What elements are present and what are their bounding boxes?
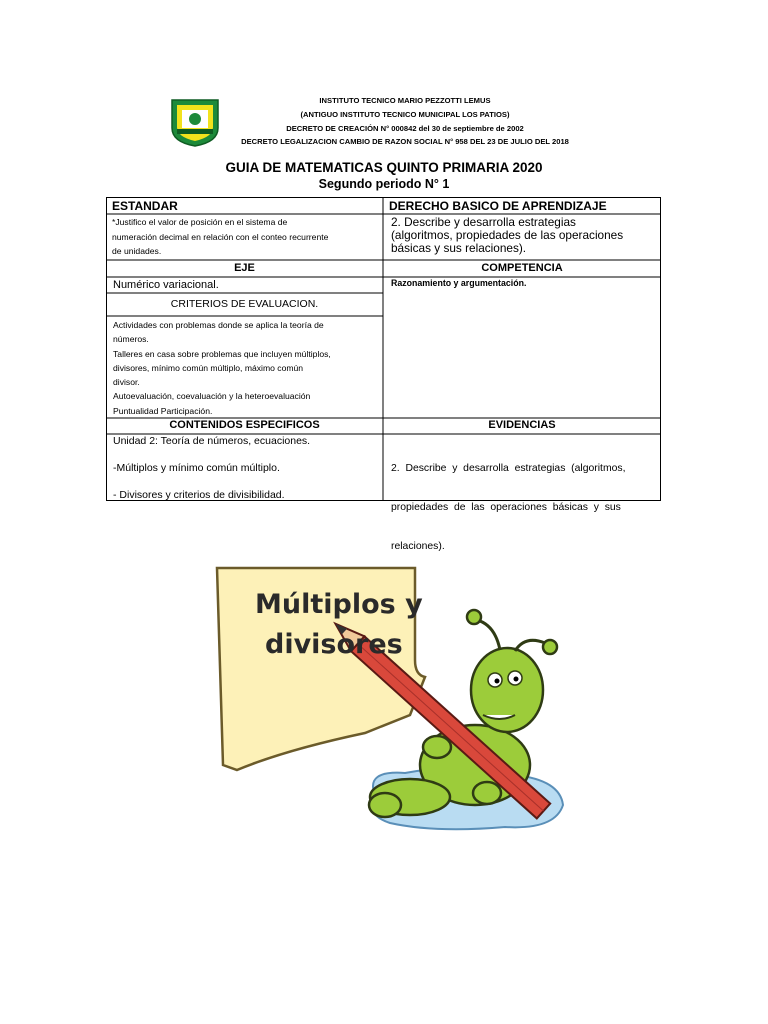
institution-line-1: INSTITUTO TECNICO MARIO PEZZOTTI LEMUS [319,96,491,105]
evidencias-text: 2. Describe y desarrolla estrategias (algoritmos, propiedades de las operaciones básicas y sus relaciones). [391,463,626,552]
document-subtitle: Segundo periodo N° 1 [318,177,450,191]
eje-value: Numérico variacional. [113,279,219,291]
contenidos-text: Unidad 2: Teoría de números, ecuaciones. -Múltiplos y mínimo común múltiplo. - Divisores y criterios de divisibilidad. [113,435,311,501]
character-foot [369,793,401,817]
document-title: GUIA DE MATEMATICAS QUINTO PRIMARIA 2020 [225,160,543,175]
estandar-header: ESTANDAR [112,199,178,213]
school-logo [168,96,222,148]
sign-text-line1: Múltiplos y [255,589,423,620]
eje-header: EJE [234,262,255,274]
criterios-header: CRITERIOS DE EVALUACION. [170,298,319,310]
evidencias-header: EVIDENCIAS [488,419,556,431]
institution-line-2: (ANTIGUO INSTITUTO TECNICO MUNICIPAL LOS PATIOS) [300,110,510,119]
multiplos-divisores-illustration [215,565,580,840]
dba-header: DERECHO BASICO DE APRENDIZAJE [389,199,607,213]
antenna-left [467,610,481,624]
contenidos-header: CONTENIDOS ESPECIFICOS [169,419,320,431]
dba-text: 2. Describe y desarrolla estrategias (algoritmos, propiedades de las operaciones básicas y sus relaciones). [391,215,624,255]
estandar-text: *Justifico el valor de posición en el sistema de numeración decimal en relación con el conteo recurrente de unidades. [112,217,329,256]
institution-line-3: DECRETO DE CREACIÓN N° 000842 del 30 de septiembre de 2002 [286,124,524,133]
competencia-value: Razonamiento y argumentación. [391,278,527,288]
competencia-header: COMPETENCIA [481,262,563,274]
character-head [471,648,543,732]
antenna-right [543,640,557,654]
institution-line-4: DECRETO LEGALIZACION CAMBIO DE RAZON SOCIAL N° 958 DEL 23 DE JULIO DEL 2018 [241,137,569,146]
criterios-text: Actividades con problemas donde se aplica la teoría de números. Talleres en casa sobre problemas que incluyen múltiplos, divisores, mínimo común múltiplo, máximo común divisor. Autoevaluación, coevaluación y la heteroevaluación Puntualidad Participación. [113,320,331,416]
sign-text-line2: divisores [265,629,403,660]
